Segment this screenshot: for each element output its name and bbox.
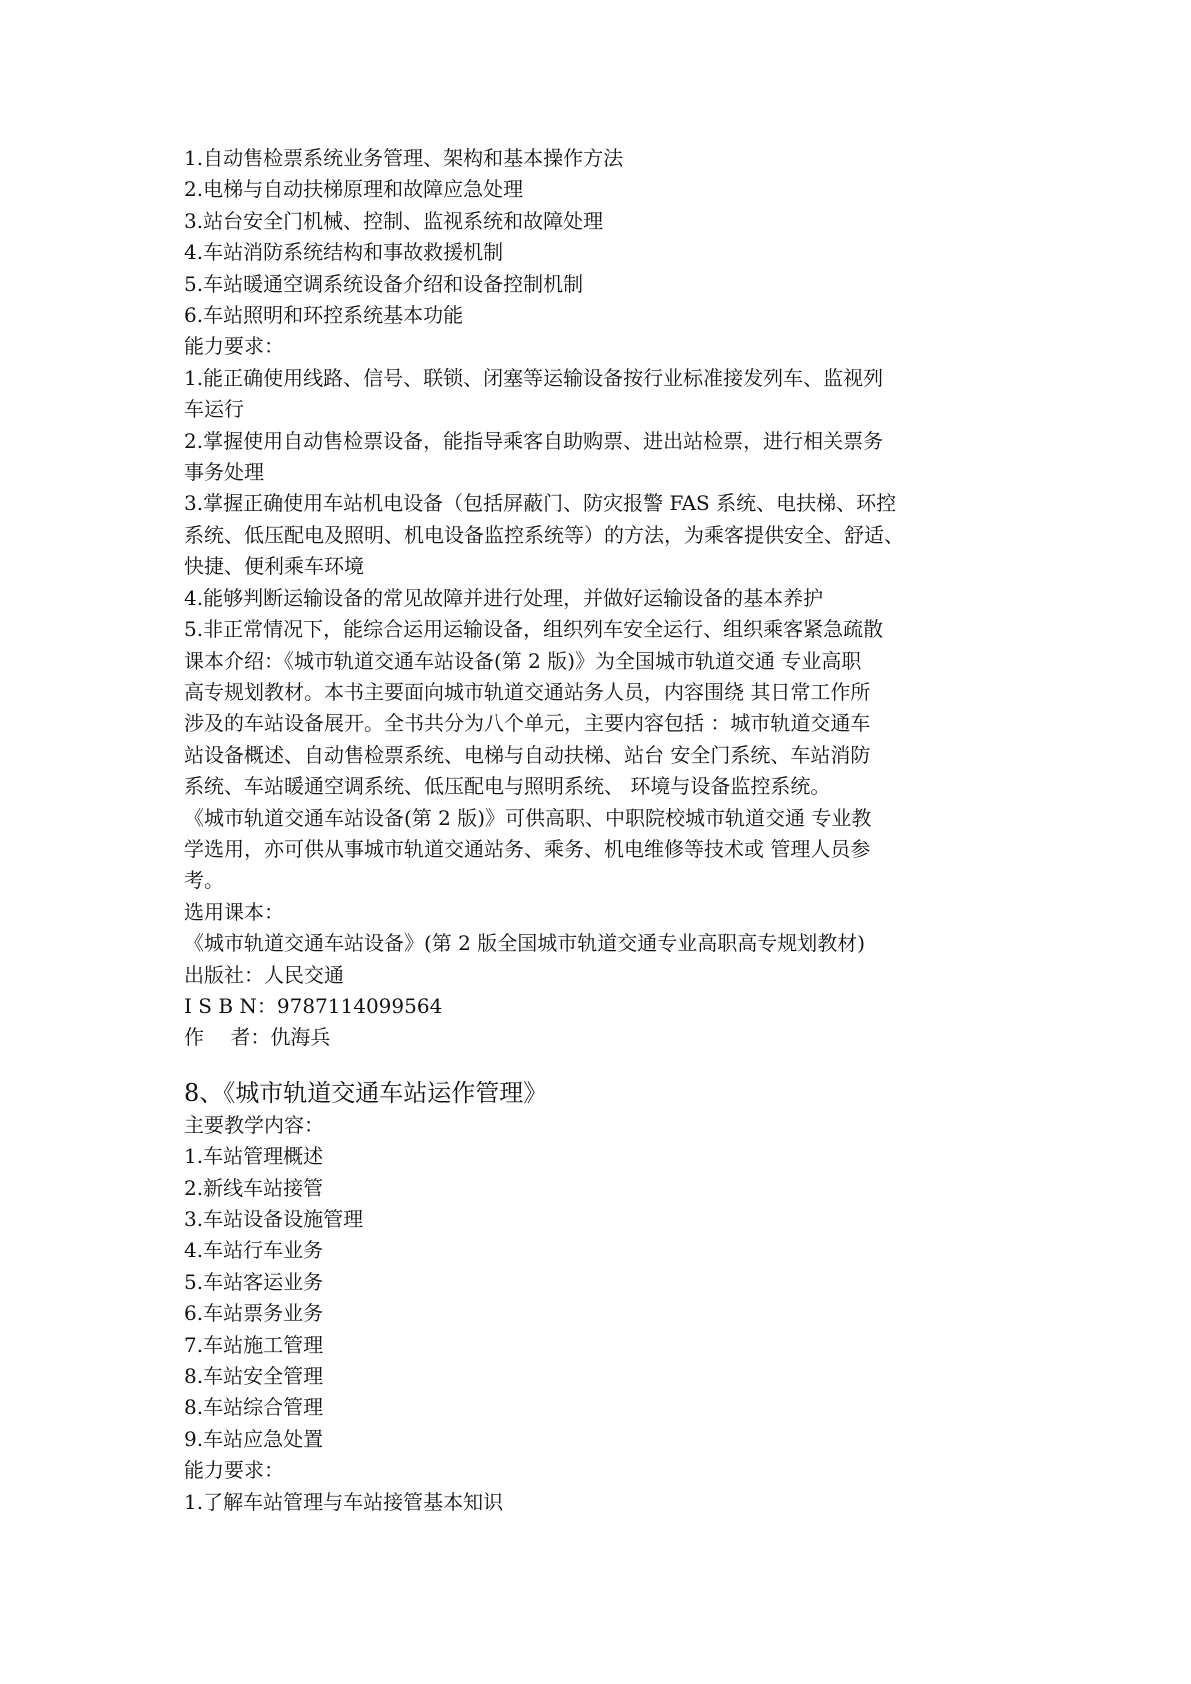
text-line: 5.非正常情况下，能综合运用运输设备，组织列车安全运行、组织乘客紧急疏散 (184, 617, 884, 642)
text-line: 2.掌握使用自动售检票设备，能指导乘客自助购票、进出站检票，进行相关票务 (184, 428, 884, 453)
list-item: 2.新线车站接管 (184, 1175, 324, 1200)
list-item: 1.了解车站管理与车站接管基本知识 (184, 1489, 504, 1514)
textbook-intro-line: 课本介绍：《城市轨道交通车站设备(第 2 版)》为全国城市轨道交通 专业高职 (184, 648, 862, 673)
list-item: 8.车站综合管理 (184, 1395, 324, 1420)
main-content-label: 主要教学内容： (184, 1112, 324, 1137)
textbook-title: 《城市轨道交通车站设备》(第 2 版全国城市轨道交通专业高职高专规划教材) (184, 931, 866, 956)
textbook-intro-line: 学选用，亦可供从事城市轨道交通站务、乘务、机电维修等技术或 管理人员参 (184, 836, 871, 861)
textbook-intro-line: 涉及的车站设备展开。全书共分为八个单元，主要内容包括 ：城市轨道交通车 (184, 711, 871, 736)
isbn: I S B N：9787114099564 (184, 993, 443, 1018)
text-line: 1.自动售检票系统业务管理、架构和基本操作方法 (184, 146, 624, 170)
author: 作 者：仇海兵 (184, 1025, 331, 1050)
text-line: 6.车站照明和环控系统基本功能 (184, 303, 464, 328)
text-line: 5.车站暖通空调系统设备介绍和设备控制机制 (184, 271, 584, 296)
text-line: 3.站台安全门机械、控制、监视系统和故障处理 (184, 208, 604, 233)
course-8-content (184, 1110, 1014, 1518)
text-line: 车运行 (184, 397, 244, 422)
list-item: 7.车站施工管理 (184, 1332, 324, 1357)
text-line: 1.能正确使用线路、信号、联锁、闭塞等运输设备按行业标准接发列车、监视列 (184, 365, 884, 390)
text-line: 4.能够判断运输设备的常见故障并进行处理，并做好运输设备的基本养护 (184, 585, 824, 610)
text-line: 快捷、便利乘车环境 (184, 554, 364, 579)
list-item: 4.车站行车业务 (184, 1238, 324, 1263)
textbook-intro-line: 《城市轨道交通车站设备(第 2 版)》可供高职、中职院校城市轨道交通 专业教 (184, 805, 872, 830)
course-7-content (184, 143, 1014, 1054)
text-line: 系统、低压配电及照明、机电设备监控系统等）的方法，为乘客提供安全、舒适、 (184, 522, 904, 547)
text-line: 2.电梯与自动扶梯原理和故障应急处理 (184, 177, 524, 202)
list-item: 5.车站客运业务 (184, 1269, 324, 1294)
textbook-intro-line: 考。 (184, 868, 224, 893)
text-line: 4.车站消防系统结构和事故救援机制 (184, 240, 504, 265)
text-line: 3.掌握正确使用车站机电设备（包括屏蔽门、防灾报警 FAS 系统、电扶梯、环控 (184, 491, 897, 516)
document-page (184, 143, 1014, 1518)
list-item: 9.车站应急处置 (184, 1426, 324, 1451)
list-item: 6.车站票务业务 (184, 1301, 324, 1326)
list-item: 8.车站安全管理 (184, 1364, 324, 1389)
text-line: 事务处理 (184, 460, 264, 485)
textbook-intro-line: 高专规划教材。本书主要面向城市轨道交通站务人员，内容围绕 其日常工作所 (184, 679, 871, 704)
ability-requirements-label: 能力要求： (184, 1458, 284, 1483)
list-item: 3.车站设备设施管理 (184, 1207, 364, 1231)
publisher: 出版社：人民交通 (184, 962, 344, 987)
textbook-intro-line: 系统、车站暖通空调系统、低压配电与照明系统、 环境与设备监控系统。 (184, 774, 831, 799)
ability-requirements-label: 能力要求： (184, 334, 284, 359)
list-item: 1.车站管理概述 (184, 1144, 324, 1169)
selected-textbook-label: 选用课本： (184, 899, 284, 924)
textbook-intro-line: 站设备概述、自动售检票系统、电梯与自动扶梯、站台 安全门系统、车站消防 (184, 742, 871, 767)
section-8-heading: 8、《城市轨道交通车站运作管理》 (184, 1078, 548, 1107)
